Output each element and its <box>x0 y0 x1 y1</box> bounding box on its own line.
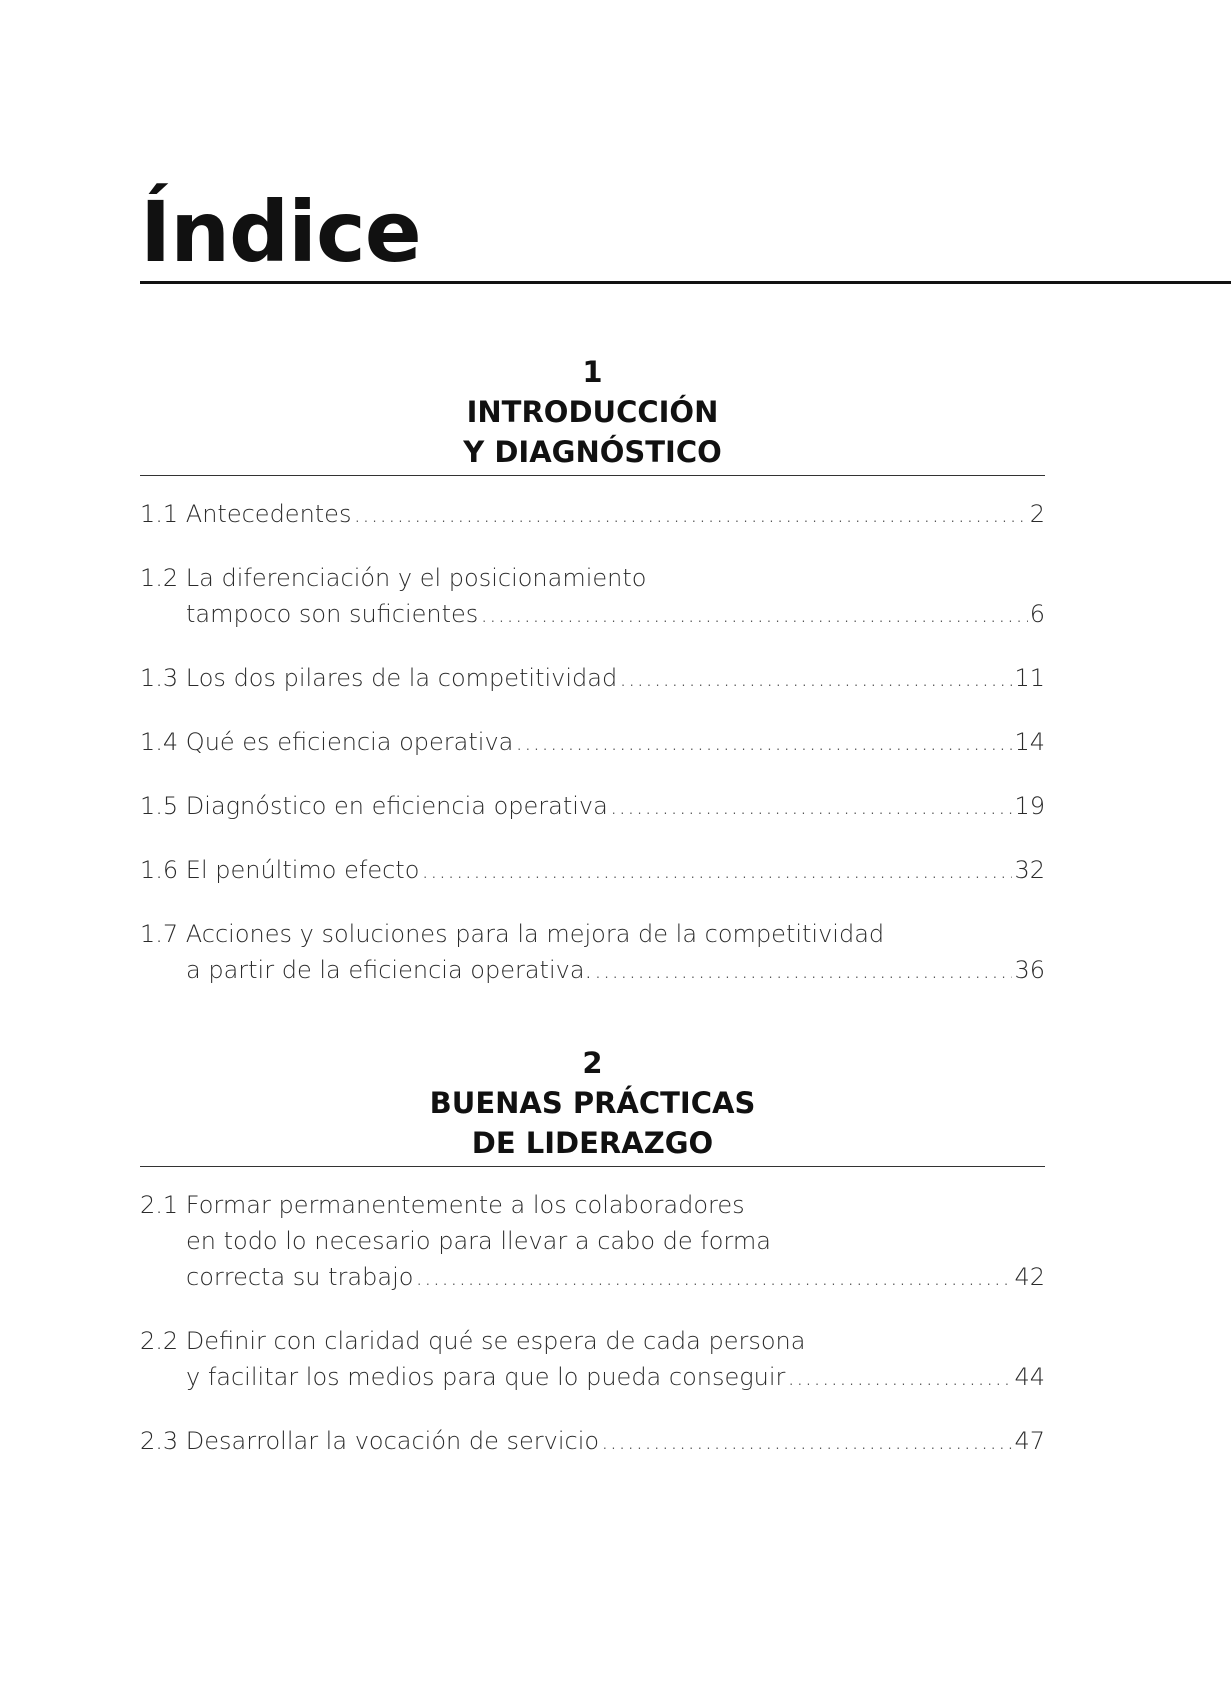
toc-page-number: 44 <box>1014 1363 1045 1391</box>
chapter-title-line: BUENAS PRÁCTICAS <box>429 1086 756 1120</box>
toc-entry-title: 1.2 La diferenciación y el posicionamiento <box>140 564 647 592</box>
dot-leader <box>594 952 1012 988</box>
toc-entry-title: 1.5 Diagnóstico en eficiencia operativa <box>140 792 608 820</box>
toc-page-number: 19 <box>1014 792 1045 820</box>
toc-entry[interactable] <box>140 660 1045 696</box>
chapter-number: 1 <box>582 355 603 389</box>
chapter-divider <box>140 1166 1045 1167</box>
toc-entry-title: 1.1 Antecedentes <box>140 500 352 528</box>
chapter-title-line: INTRODUCCIÓN <box>466 395 719 429</box>
toc-entry-title: 2.1 Formar permanentemente a los colaboradores <box>140 1191 745 1219</box>
chapter-2 <box>140 1043 1045 1487</box>
toc-page-number: 6 <box>1029 600 1045 628</box>
toc-page-number: 47 <box>1014 1427 1045 1455</box>
chapter-title-line: Y DIAGNÓSTICO <box>463 435 722 469</box>
toc-entry-title: 2.3 Desarrollar la vocación de servicio <box>140 1427 600 1455</box>
toc-entry[interactable] <box>140 1423 1045 1459</box>
chapter-divider <box>140 475 1045 476</box>
toc-list <box>140 1187 1045 1459</box>
chapter-heading <box>140 1043 1045 1163</box>
toc-entry-title-continuation: correcta su trabajo <box>186 1263 414 1291</box>
chapter-title-line: DE LIDERAZGO <box>471 1126 714 1160</box>
dot-leader <box>515 724 1012 760</box>
toc-entry[interactable] <box>140 916 1045 988</box>
toc-entry[interactable] <box>140 496 1045 532</box>
chapter-1 <box>140 352 1045 1016</box>
toc-entry[interactable] <box>140 724 1045 760</box>
toc-entry-title: 2.2 Definir con claridad qué se espera de cada persona <box>140 1327 806 1355</box>
toc-entry[interactable] <box>140 560 1045 632</box>
toc-page-number: 2 <box>1029 500 1045 528</box>
toc-entry-title: 1.6 El penúltimo efecto <box>140 856 420 884</box>
dot-leader <box>480 596 1027 632</box>
dot-leader <box>601 1423 1012 1459</box>
toc-list <box>140 496 1045 988</box>
toc-entry[interactable] <box>140 788 1045 824</box>
chapter-number: 2 <box>582 1046 603 1080</box>
title-divider <box>140 281 1231 284</box>
dot-leader <box>415 1259 1012 1295</box>
toc-page-number: 36 <box>1014 956 1045 984</box>
dot-leader <box>353 496 1027 532</box>
dot-leader <box>421 852 1012 888</box>
toc-entry-title-continuation: y facilitar los medios para que lo pueda conseguir <box>186 1363 786 1391</box>
toc-entry[interactable] <box>140 1323 1045 1395</box>
toc-entry-title-continuation: en todo lo necesario para llevar a cabo de forma <box>186 1227 771 1255</box>
dot-leader <box>610 788 1013 824</box>
toc-entry-title-continuation: tampoco son suficientes <box>186 600 479 628</box>
toc-page-number: 32 <box>1014 856 1045 884</box>
toc-page-number: 14 <box>1014 728 1045 756</box>
dot-leader <box>787 1359 1012 1395</box>
toc-entry-title: 1.3 Los dos pilares de la competitividad <box>140 664 618 692</box>
dot-leader <box>619 660 1012 696</box>
toc-entry-title-continuation: a partir de la eficiencia operativa. <box>186 956 593 984</box>
toc-entry[interactable] <box>140 1187 1045 1295</box>
toc-page-number: 11 <box>1014 664 1045 692</box>
toc-page-number: 42 <box>1014 1263 1045 1291</box>
toc-entry-title: 1.7 Acciones y soluciones para la mejora de la competitividad <box>140 920 885 948</box>
page-title: Índice <box>140 183 421 281</box>
toc-entry-title: 1.4 Qué es eficiencia operativa <box>140 728 514 756</box>
toc-entry[interactable] <box>140 852 1045 888</box>
chapter-heading <box>140 352 1045 472</box>
